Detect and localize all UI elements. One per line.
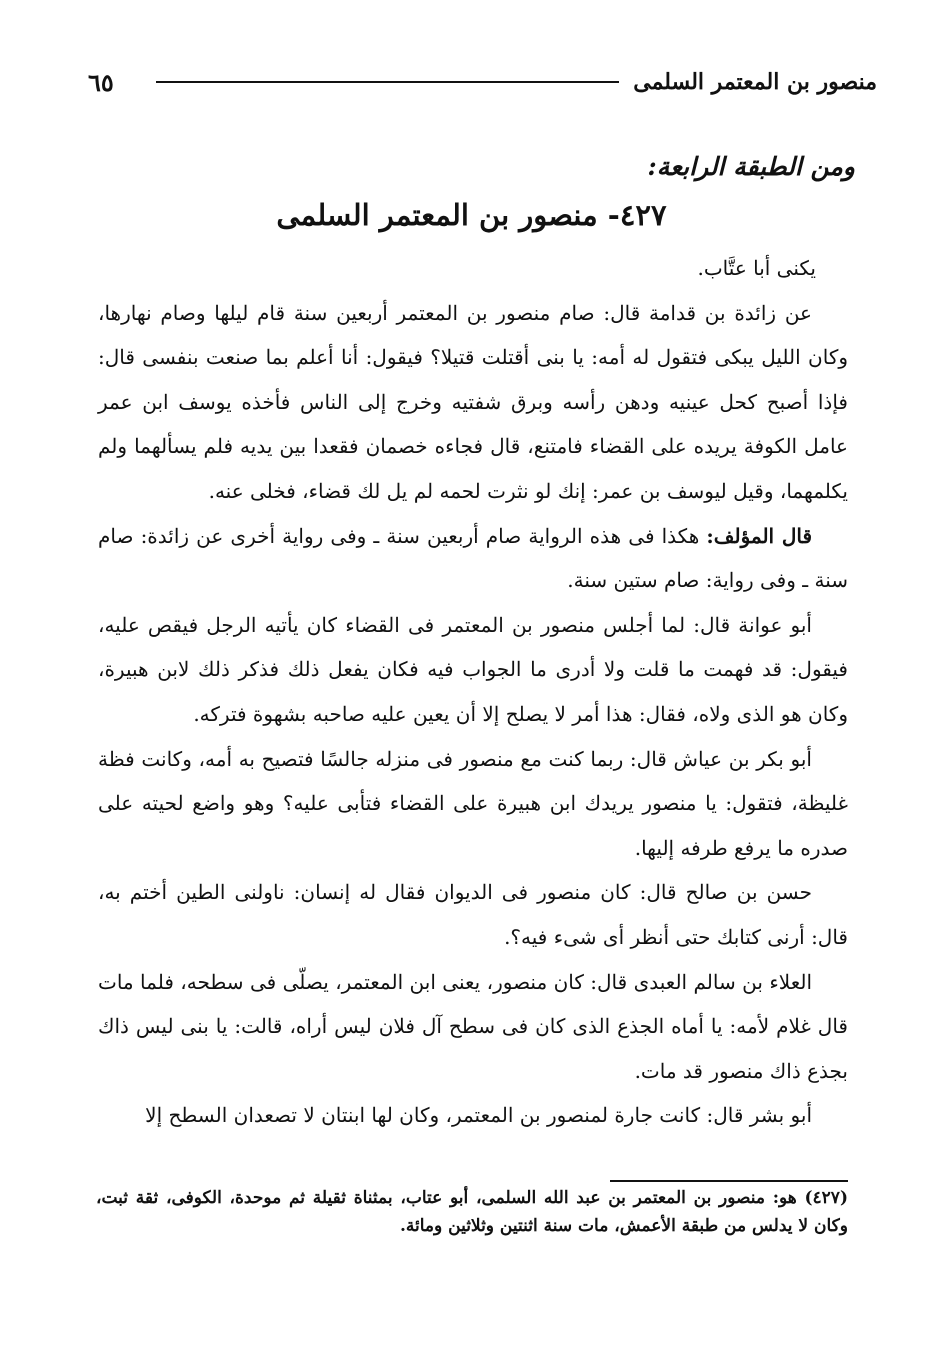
author-note-text: هكذا فى هذه الرواية صام أربعين سنة ـ وفى رواية أخرى عن زائدة: صام سنة ـ وفى رواية: صام ستين سنة.	[98, 523, 848, 593]
body-text	[98, 246, 848, 1138]
running-header	[88, 64, 877, 100]
paragraph: أبو بشر قال: كانت جارة لمنصور بن المعتمر، وكان لها ابنتان لا تصعدان السطح إلا	[145, 1103, 812, 1128]
section-heading: ومن الطبقة الرابعة:	[647, 152, 855, 181]
paragraph: عن زائدة بن قدامة قال: صام منصور بن المعتمر أربعين سنة قام ليلها وصام نهارها، وكان الليل يبكى فتقول له أمه: يا بنى أقتلت قتيلا؟ فيقول: أنا أعلم بما صنعت بنفسى قال: فإذا أصبح كحل عينيه ودهن رأسه وبرق شفتيه وخرج إلى الناس فأخذه يوسف ابن عمر عامل الكوفة يريده على القضاء فامتنع، قال فجاءه خصمان فقعدا بين يديه فلم يسألهما ولم يكلمهما، وقيل ليوسف بن عمر: إنك لو نثرت لحمه لم يل لك قضاء، فخلى عنه.	[98, 300, 848, 503]
footnote-rule	[610, 1180, 848, 1182]
page-number: ٦٥	[88, 67, 114, 97]
paragraph: يكنى أبا عتَّاب.	[697, 256, 816, 280]
paragraph: العلاء بن سالم العبدى قال: كان منصور، يعنى ابن المعتمر، يصلّى فى سطحه، فلما مات قال غلام لأمه: يا أماه الجذع الذى كان فى سطح آل فلان ليس أراه، قالت: يا بنى ليس ذاك بجذع ذاك منصور قد مات.	[98, 969, 848, 1083]
paragraph	[98, 514, 848, 603]
author-note-label: قال المؤلف:	[706, 523, 813, 548]
header-rule	[156, 81, 619, 83]
paragraph: أبو عوانة قال: لما أجلس منصور بن المعتمر فى القضاء كان يأتيه الرجل فيقص عليه، فيقول: قد فهمت ما قلت ولا أدرى ما الجواب فيه فكان يفعل ذلك فذكر ذلك لابن هبيرة، وكان هو الذى ولاه، فقال: هذا أمر لا يصلح إلا أن يعين عليه صاحبه بشهوة فتركه.	[98, 612, 848, 726]
entry-title: ٤٢٧- منصور بن المعتمر السلمى	[276, 198, 667, 232]
footnote: (٤٢٧) هو: منصور بن المعتمر بن عبد الله السلمى، أبو عتاب، بمثناة ثقيلة ثم موحدة، الكوفى، ثقة ثبت، وكان لا يدلس من طبقة الأعمش، مات سنة اثنتين وثلاثين ومائة.	[96, 1188, 848, 1236]
running-title: منصور بن المعتمر السلمى	[633, 69, 877, 95]
paragraph: حسن بن صالح قال: كان منصور فى الديوان فقال له إنسان: ناولنى الطين أختم به، قال: أرنى كتابك حتى أنظر أى شىء فيه؟.	[98, 880, 848, 949]
paragraph: أبو بكر بن عياش قال: ربما كنت مع منصور فى منزله جالسًا فتصيح به أمه، وكانت فظة غليظة، فتقول: يا منصور يريدك ابن هبيرة على القضاء فتأبى عليه؟ وهو واضع لحيته على صدره ما يرفع طرفه إليها.	[98, 746, 848, 860]
